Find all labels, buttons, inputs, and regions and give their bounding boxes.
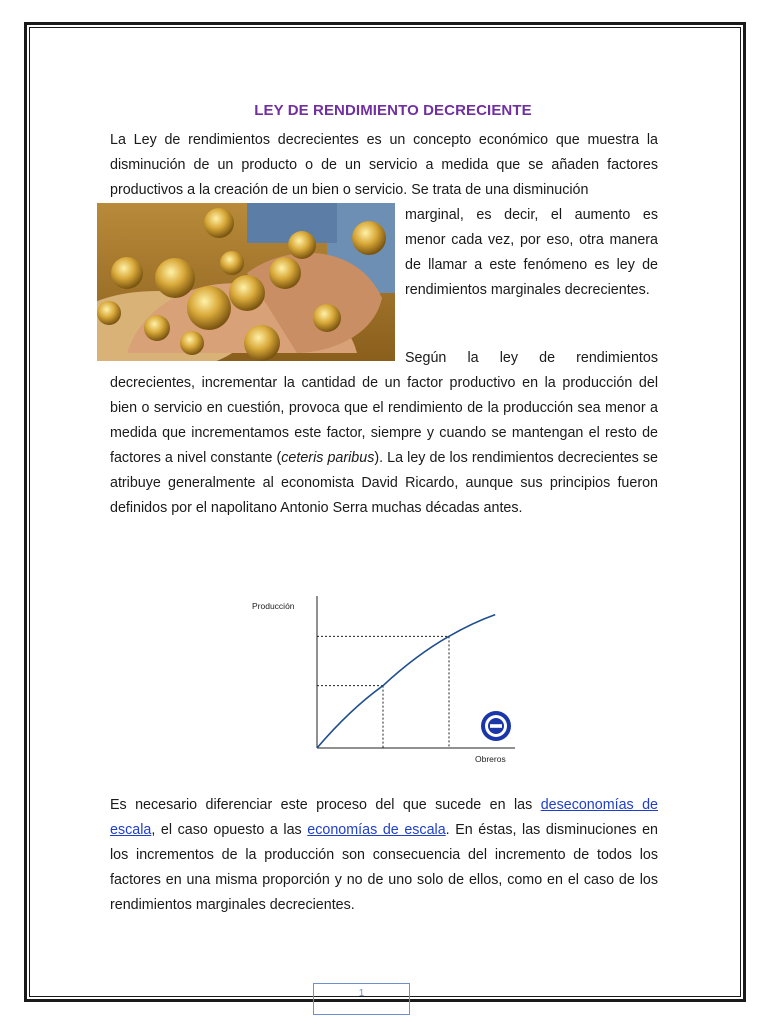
side-paragraph: marginal, es decir, el aumento es menor cada vez, por eso, otra manera de llamar a este fenómeno es ley de rendimientos marginales decrecientes. (405, 207, 658, 298)
page-title: LEY DE RENDIMIENTO DECRECIENTE (254, 102, 532, 119)
diseconomies-of-scale-link[interactable]: deseconomías de escala (110, 797, 658, 838)
coins-in-hands-image (97, 203, 395, 361)
final-text-3: . En éstas, las disminuciones en los incrementos de la producción son consecuencia del incremento de todos los factores en una misma proporción y no de uno solo de ellos, como en el caso de los rendimientos marginales decrecientes. (110, 822, 658, 913)
chart-logo-icon (481, 711, 511, 741)
law-text-1: Según la ley de rendimientos decrecientes, incrementar la cantidad de un factor productivo en la producción del bien o servicio en cuestión, provoca que el rendimiento de la producción sea menor a medida que incrementamos este factor, siempre y cuando se mantengan el resto de factores a nivel constante ( (110, 350, 658, 466)
chart-x-label: Obreros (475, 754, 506, 764)
final-paragraph (110, 793, 658, 918)
chart-y-label: Producción (252, 601, 295, 611)
law-italic-term: ceteris paribus (281, 450, 375, 466)
chart-guides (317, 636, 449, 748)
economies-of-scale-link[interactable]: economías de escala (307, 822, 446, 838)
production-chart (240, 590, 530, 770)
law-text-2: ). La ley de los rendimientos decrecientes se atribuye generalmente al economista David Ricardo, aunque sus principios fueron definidos por el napolitano Antonio Serra muchas décadas antes. (110, 450, 658, 516)
final-text-1: Es necesario diferenciar este proceso del que sucede en las (110, 797, 541, 813)
law-paragraph (110, 346, 658, 521)
chart-series-line (317, 615, 495, 748)
final-text-2: , el caso opuesto a las (151, 822, 308, 838)
intro-paragraph: La Ley de rendimientos decrecientes es un concepto económico que muestra la disminución de un producto o de un servicio a medida que se añaden factores productivos a la creación de un bien o servicio. Se trata de una disminución (110, 132, 658, 198)
page-number: 1 (313, 983, 410, 1015)
coins-in-hands-photo (97, 203, 395, 361)
